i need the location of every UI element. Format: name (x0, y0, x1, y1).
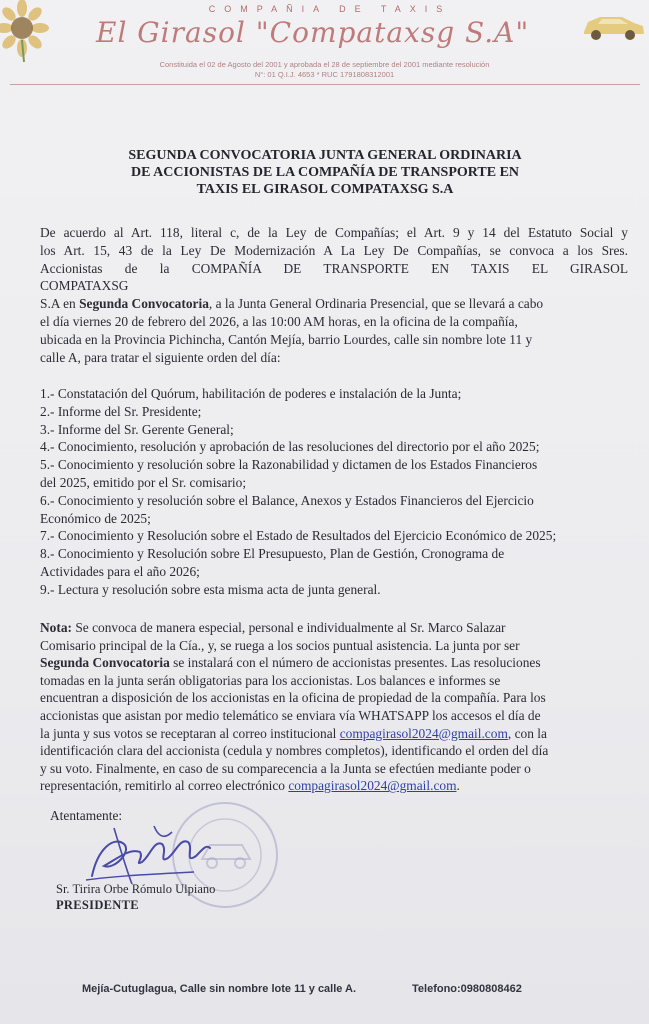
agenda-item: 1.- Constatación del Quórum, habilitación de poderes e instalación de la Junta; (40, 386, 462, 401)
intro-line: ubicada en la Provincia Pichincha, Cantón Mejía, barrio Lourdes, calle sin nombre lote 11 y (40, 331, 533, 347)
intro-line: calle A, para tratar el siguiente orden del día: (40, 349, 281, 365)
title-line: SEGUNDA CONVOCATORIA JUNTA GENERAL ORDINARIA (128, 148, 522, 163)
email-link[interactable]: compagirasol2024@gmail.com (339, 725, 508, 741)
agenda-list (40, 385, 630, 599)
nota-line: accionistas que asistan por medio telemático se enviara vía WHATSAPP los accesos el día de (40, 707, 541, 723)
agenda-item: 6.- Conocimiento y resolución sobre el Balance, Anexos y Estados Financieros del Ejercicio (40, 492, 534, 508)
agenda-item: 2.- Informe del Sr. Presidente; (40, 403, 202, 419)
intro-line: De acuerdo al Art. 118, literal c, de la Ley de Compañías; el Art. 9 y 14 del Estatuto Social y (40, 225, 628, 240)
email-link[interactable]: compagirasol2024@gmail.com (288, 778, 457, 794)
intro-text: , a la Junta General Ordinaria Presencial, que se llevará a cabo (208, 296, 544, 312)
handwritten-signature-icon (84, 818, 214, 888)
nota-text: representación, remitirlo al correo electrónico (40, 778, 289, 794)
letterhead-company-name: El Girasol "Compataxsg S.A" (96, 16, 530, 49)
nota-line: y su voto. Finalmente, en caso de su comparecencia a la Junta se efectúen mediante poder o (40, 760, 531, 776)
title-line: TAXIS EL GIRASOL COMPATAXSG S.A (196, 182, 454, 197)
footer-address: Mejía-Cutuglagua, Calle sin nombre lote 11 y calle A. (82, 983, 357, 995)
nota-text: Se convoca de manera especial, personal e individualmente al Sr. Marco Salazar (71, 620, 506, 635)
nota-line (40, 777, 628, 795)
nota-text: , con la (507, 725, 547, 741)
nota-text: la junta y sus votos se receptaran al correo institucional (40, 725, 340, 741)
intro-line: COMPATAXSG (40, 278, 129, 294)
agenda-item: del 2025, emitido por el Sr. comisario; (40, 474, 247, 490)
agenda-item: 7.- Conocimiento y Resolución sobre el Estado de Resultados del Ejercicio Económico de 2025; (40, 528, 557, 544)
segunda-convocatoria-emphasis: Segunda Convocatoria (79, 296, 209, 312)
document-title (90, 147, 560, 198)
nota-line: Comisario principal de la Cía., y, se ruega a los socios puntual asistencia. La junta por ser (40, 637, 520, 653)
nota-line: identificación clara del accionista (cedula y nombres completos), identificando el orden del día (40, 743, 549, 759)
agenda-item: 8.- Conocimiento y Resolución sobre El Presupuesto, Plan de Gestión, Cronograma de (40, 546, 505, 562)
nota-paragraph (40, 619, 628, 795)
nota-line (40, 619, 628, 637)
sunflower-logo-icon (0, 0, 52, 62)
letterhead-ruc-text: N°: 01 Q.I.J. 4653 * RUC 1791808312001 (254, 70, 395, 79)
intro-line: los Art. 15, 43 de la Ley De Modernización A La Ley De Compañías, se convoca a los Sres. (40, 242, 628, 258)
intro-line: Accionistas de la COMPAÑÍA DE TRANSPORTE EN TAXIS EL GIRASOL (40, 260, 628, 276)
intro-text: S.A en (40, 296, 80, 312)
nota-line (40, 654, 628, 672)
intro-line (40, 295, 628, 313)
nota-label: Nota: (40, 620, 72, 635)
agenda-item: Actividades para el año 2026; (40, 563, 200, 579)
agenda-item: 3.- Informe del Sr. Gerente General; (40, 421, 234, 437)
signer-role: PRESIDENTE (56, 898, 139, 912)
signer-name: Sr. Tirira Orbe Rómulo Ulpiano (56, 882, 216, 896)
nota-text: se instalará con el número de accionistas presentes. Las resoluciones (169, 655, 541, 671)
nota-line: tomadas en la junta serán obligatorias para los accionistas. Los balances e informes se (40, 672, 501, 688)
title-line: DE ACCIONISTAS DE LA COMPAÑÍA DE TRANSPORTE EN (130, 165, 520, 180)
nota-line: encuentran a disposición de los accionistas en la oficina de propiedad de la compañía. Para los (40, 690, 546, 706)
signer-block (56, 881, 215, 913)
footer-phone: Telefono:0980808462 (412, 983, 522, 995)
intro-line: el día viernes 20 de febrero del 2026, a las 10:00 AM horas, en la oficina de la compañía, (40, 313, 518, 329)
agenda-item: 9.- Lectura y resolución sobre esta misma acta de junta general. (40, 581, 381, 597)
agenda-item: Económico de 2025; (40, 510, 151, 526)
nota-text: . (456, 778, 460, 794)
letterhead-constitution-text: Constituida el 02 de Agosto del 2001 y aprobada el 28 de septiembre del 2001 mediante resolución (159, 60, 490, 69)
agenda-item: 4.- Conocimiento, resolución y aprobación de las resoluciones del directorio por el año 2025; (40, 439, 540, 455)
closing-text: Atentamente: (50, 808, 123, 823)
letterhead-divider (10, 84, 640, 85)
segunda-convocatoria-emphasis: Segunda Convocatoria (40, 655, 170, 671)
taxi-icon (580, 8, 646, 42)
intro-paragraph (40, 224, 628, 366)
letterhead-label: COMPAÑIA DE TAXIS (208, 4, 452, 14)
agenda-item: 5.- Conocimiento y resolución sobre la Razonabilidad y dictamen de los Estados Financieros (40, 457, 538, 473)
nota-line (40, 725, 628, 743)
